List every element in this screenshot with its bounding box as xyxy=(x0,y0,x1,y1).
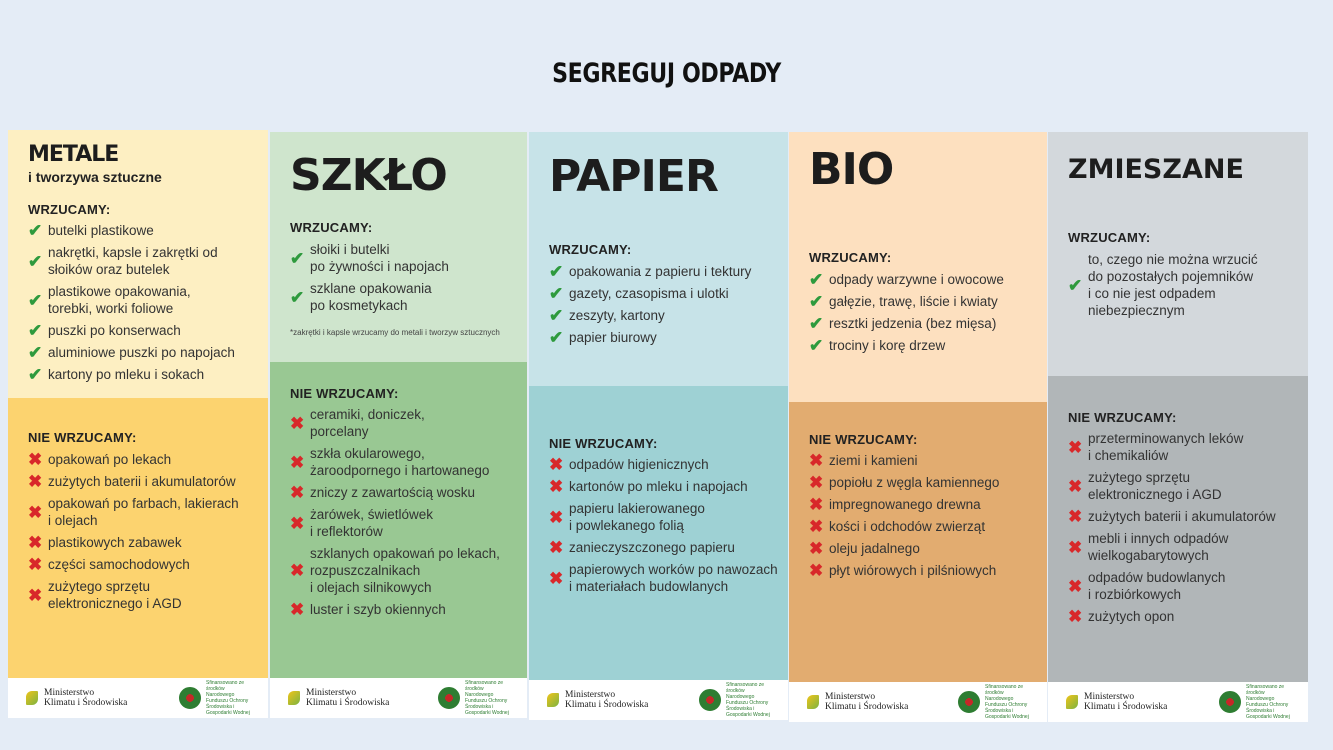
item-text: popiołu z węgla kamiennego xyxy=(829,475,1000,490)
checkmark-icon: ✔ xyxy=(28,221,43,240)
cross-icon: ✖ xyxy=(290,483,305,502)
accepted-item xyxy=(28,222,260,239)
accepted-header: WRZUCAMY: xyxy=(1068,230,1151,245)
rejected-item xyxy=(1068,469,1300,503)
rejected-item xyxy=(290,506,519,540)
rejected-item xyxy=(290,545,519,596)
rejected-section xyxy=(529,386,788,680)
item-text: resztki jedzenia (bez mięsa) xyxy=(829,316,997,331)
cross-icon: ✖ xyxy=(1068,576,1083,596)
item-text: papier biurowy xyxy=(569,330,657,345)
fund-logo xyxy=(699,682,772,718)
item-text: zużytego sprzętu elektronicznego i AGD xyxy=(1088,470,1222,502)
accepted-item xyxy=(549,307,780,324)
item-text: ziemi i kamieni xyxy=(829,453,918,468)
bin-title: SZKŁO xyxy=(290,150,447,201)
footer xyxy=(529,680,788,720)
accepted-item xyxy=(809,315,1039,332)
ministry-line2: Klimatu i Środowiska xyxy=(825,702,909,712)
item-text: szklane opakowania po kosmetykach xyxy=(310,281,432,313)
accepted-item xyxy=(549,329,780,346)
bin-title: BIO xyxy=(809,144,894,195)
nfosigw-emblem-icon xyxy=(1219,691,1241,713)
item-text: papieru lakierowanego i powlekanego folią xyxy=(569,501,705,533)
rejected-item xyxy=(549,561,780,595)
cross-icon: ✖ xyxy=(1068,607,1083,626)
cross-icon: ✖ xyxy=(809,561,824,580)
leaf-icon xyxy=(288,691,300,705)
item-text: trociny i korę drzew xyxy=(829,338,946,353)
rejected-item xyxy=(28,578,260,612)
rejected-item xyxy=(549,500,780,534)
accepted-item xyxy=(1068,251,1300,319)
item-text: zeszyty, kartony xyxy=(569,308,665,323)
rejected-list xyxy=(809,452,1039,579)
ministry-line2: Klimatu i Środowiska xyxy=(1084,702,1168,712)
rejected-item xyxy=(549,539,780,556)
bin-title: METALE xyxy=(28,142,119,167)
column-metale xyxy=(8,130,268,718)
item-text: mebli i innych odpadów wielkogabarytowych xyxy=(1088,531,1229,563)
accepted-section xyxy=(8,130,268,398)
cross-icon: ✖ xyxy=(290,513,305,533)
checkmark-icon: ✔ xyxy=(290,287,305,307)
accepted-item xyxy=(290,241,519,275)
rejected-item xyxy=(1068,430,1300,464)
item-text: szkła okularowego, żaroodpornego i hartowanego xyxy=(310,446,490,478)
rejected-item xyxy=(28,473,260,490)
cross-icon: ✖ xyxy=(290,452,305,472)
item-text: zużytych baterii i akumulatorów xyxy=(48,474,236,489)
fund-logo xyxy=(438,680,511,716)
cross-icon: ✖ xyxy=(549,455,564,474)
accepted-item xyxy=(809,271,1039,288)
ministry-line1: Ministerstwo xyxy=(306,688,357,698)
accepted-section xyxy=(1048,132,1308,376)
item-text: odpadów budowlanych i rozbiórkowych xyxy=(1088,570,1226,602)
item-text: to, czego nie można wrzucić do pozostałych pojemników i co nie jest odpadem niebezpiecznym xyxy=(1088,252,1258,318)
footnote: *zakrętki i kapsle wrzucamy do metali i tworzyw sztucznych xyxy=(290,328,500,337)
item-text: ceramiki, doniczek, porcelany xyxy=(310,407,425,439)
accepted-header: WRZUCAMY: xyxy=(290,220,373,235)
rejected-item xyxy=(809,562,1039,579)
cross-icon: ✖ xyxy=(809,517,824,536)
accepted-section xyxy=(270,132,527,362)
rejected-item xyxy=(28,451,260,468)
rejected-section xyxy=(8,398,268,678)
rejected-item xyxy=(290,601,519,618)
item-text: gałęzie, trawę, liście i kwiaty xyxy=(829,294,998,309)
rejected-item xyxy=(290,445,519,479)
ministry-logo xyxy=(26,688,127,708)
rejected-item xyxy=(809,452,1039,469)
fund-logo xyxy=(958,684,1031,720)
fund-logo xyxy=(1219,684,1292,720)
item-text: kości i odchodów zwierząt xyxy=(829,519,986,534)
cross-icon: ✖ xyxy=(809,473,824,492)
checkmark-icon: ✔ xyxy=(549,306,564,325)
rejected-list xyxy=(549,456,780,595)
cross-icon: ✖ xyxy=(1068,537,1083,557)
ministry-line2: Klimatu i Środowiska xyxy=(565,700,649,710)
cross-icon: ✖ xyxy=(1068,507,1083,526)
accepted-item xyxy=(809,337,1039,354)
accepted-item xyxy=(549,263,780,280)
checkmark-icon: ✔ xyxy=(1068,275,1083,295)
fund-text: Sfinansowano ze środków Narodowego Funduszu Ochrony Środowiska i Gospodarki Wodnej xyxy=(726,682,770,718)
accepted-list xyxy=(28,222,260,383)
checkmark-icon: ✔ xyxy=(28,290,43,310)
ministry-line2: Klimatu i Środowiska xyxy=(306,698,390,708)
accepted-list xyxy=(809,271,1039,354)
accepted-item xyxy=(28,344,260,361)
rejected-item xyxy=(1068,530,1300,564)
checkmark-icon: ✔ xyxy=(809,270,824,289)
accepted-section xyxy=(529,132,788,386)
cross-icon: ✖ xyxy=(549,477,564,496)
bin-subtitle: i tworzywa sztuczne xyxy=(28,169,162,185)
item-text: części samochodowych xyxy=(48,557,190,572)
accepted-list xyxy=(1068,251,1300,319)
accepted-item xyxy=(28,322,260,339)
cross-icon: ✖ xyxy=(1068,476,1083,496)
cross-icon: ✖ xyxy=(290,600,305,619)
item-text: kartony po mleku i sokach xyxy=(48,367,205,382)
item-text: opakowania z papieru i tektury xyxy=(569,264,752,279)
accepted-section xyxy=(789,132,1047,402)
cross-icon: ✖ xyxy=(28,533,43,552)
checkmark-icon: ✔ xyxy=(28,365,43,384)
rejected-item xyxy=(28,556,260,573)
item-text: puszki po konserwach xyxy=(48,323,181,338)
cross-icon: ✖ xyxy=(28,585,43,605)
accepted-item xyxy=(290,280,519,314)
ministry-logo xyxy=(1066,692,1167,712)
item-text: przeterminowanych leków i chemikaliów xyxy=(1088,431,1244,463)
accepted-item xyxy=(28,283,260,317)
checkmark-icon: ✔ xyxy=(28,343,43,362)
item-text: nakrętki, kapsle i zakrętki od słoików oraz butelek xyxy=(48,245,218,277)
cross-icon: ✖ xyxy=(809,451,824,470)
item-text: opakowań po farbach, lakierach i olejach xyxy=(48,496,239,528)
accepted-header: WRZUCAMY: xyxy=(809,250,892,265)
accepted-item xyxy=(28,366,260,383)
footer xyxy=(1048,682,1308,722)
item-text: opakowań po lekach xyxy=(48,452,172,467)
checkmark-icon: ✔ xyxy=(809,314,824,333)
item-text: kartonów po mleku i napojach xyxy=(569,479,748,494)
rejected-list xyxy=(290,406,519,618)
item-text: plastikowych zabawek xyxy=(48,535,182,550)
item-text: aluminiowe puszki po napojach xyxy=(48,345,235,360)
cross-icon: ✖ xyxy=(1068,437,1083,457)
ministry-line1: Ministerstwo xyxy=(1084,692,1135,702)
item-text: żarówek, świetlówek i reflektorów xyxy=(310,507,434,539)
rejected-item xyxy=(809,540,1039,557)
cross-icon: ✖ xyxy=(809,495,824,514)
cross-icon: ✖ xyxy=(28,472,43,491)
bin-title: ZMIESZANE xyxy=(1068,154,1244,185)
rejected-header: NIE WRZUCAMY: xyxy=(549,436,658,451)
rejected-item xyxy=(290,406,519,440)
rejected-item xyxy=(1068,608,1300,625)
checkmark-icon: ✔ xyxy=(28,321,43,340)
fund-text: Sfinansowano ze środków Narodowego Funduszu Ochrony Środowiska i Gospodarki Wodnej xyxy=(206,680,250,716)
item-text: impregnowanego drewna xyxy=(829,497,981,512)
accepted-list xyxy=(549,263,780,346)
cross-icon: ✖ xyxy=(549,507,564,527)
ministry-logo xyxy=(807,692,908,712)
fund-text: Sfinansowano ze środków Narodowego Funduszu Ochrony Środowiska i Gospodarki Wodnej xyxy=(1246,684,1290,720)
cross-icon: ✖ xyxy=(28,502,43,522)
bin-title: PAPIER xyxy=(549,151,718,202)
rejected-header: NIE WRZUCAMY: xyxy=(1068,410,1177,425)
item-text: słoiki i butelki po żywności i napojach xyxy=(310,242,449,274)
rejected-item xyxy=(549,478,780,495)
checkmark-icon: ✔ xyxy=(549,284,564,303)
item-text: zniczy z zawartością wosku xyxy=(310,485,476,500)
fund-text: Sfinansowano ze środków Narodowego Funduszu Ochrony Środowiska i Gospodarki Wodnej xyxy=(985,684,1029,720)
item-text: papierowych worków po nawozach i materiałach budowlanych xyxy=(569,562,778,594)
accepted-header: WRZUCAMY: xyxy=(549,242,632,257)
item-text: zużytych opon xyxy=(1088,609,1175,624)
item-text: płyt wiórowych i pilśniowych xyxy=(829,563,997,578)
rejected-header: NIE WRZUCAMY: xyxy=(28,430,137,445)
nfosigw-emblem-icon xyxy=(958,691,980,713)
leaf-icon xyxy=(807,695,819,709)
item-text: luster i szyb okiennych xyxy=(310,602,446,617)
rejected-list xyxy=(1068,430,1300,625)
cross-icon: ✖ xyxy=(290,561,305,580)
cross-icon: ✖ xyxy=(290,413,305,433)
rejected-header: NIE WRZUCAMY: xyxy=(809,432,918,447)
cross-icon: ✖ xyxy=(28,555,43,574)
accepted-item xyxy=(549,285,780,302)
rejected-section xyxy=(1048,376,1308,682)
ministry-line1: Ministerstwo xyxy=(825,692,876,702)
checkmark-icon: ✔ xyxy=(28,251,43,271)
item-text: plastikowe opakowania, torebki, worki foliowe xyxy=(48,284,191,316)
rejected-item xyxy=(1068,569,1300,603)
column-bio xyxy=(789,132,1047,722)
nfosigw-emblem-icon xyxy=(438,687,460,709)
item-text: odpadów higienicznych xyxy=(569,457,709,472)
rejected-item xyxy=(809,496,1039,513)
leaf-icon xyxy=(1066,695,1078,709)
item-text: odpady warzywne i owocowe xyxy=(829,272,1004,287)
item-text: zużytego sprzętu elektronicznego i AGD xyxy=(48,579,182,611)
item-text: gazety, czasopisma i ulotki xyxy=(569,286,729,301)
checkmark-icon: ✔ xyxy=(549,262,564,281)
rejected-section xyxy=(789,402,1047,682)
ministry-line2: Klimatu i Środowiska xyxy=(44,698,128,708)
cross-icon: ✖ xyxy=(549,568,564,588)
footer xyxy=(8,678,268,718)
ministry-logo xyxy=(288,688,389,708)
rejected-item xyxy=(809,474,1039,491)
rejected-item xyxy=(809,518,1039,535)
accepted-item xyxy=(28,244,260,278)
footer xyxy=(789,682,1047,722)
column-szklo xyxy=(270,132,527,718)
ministry-logo xyxy=(547,690,648,710)
ministry-line1: Ministerstwo xyxy=(44,688,95,698)
fund-logo xyxy=(179,680,252,716)
checkmark-icon: ✔ xyxy=(809,292,824,311)
accepted-header: WRZUCAMY: xyxy=(28,202,111,217)
item-text: oleju jadalnego xyxy=(829,541,920,556)
leaf-icon xyxy=(26,691,38,705)
ministry-line1: Ministerstwo xyxy=(565,690,616,700)
rejected-item xyxy=(549,456,780,473)
accepted-list xyxy=(290,241,519,314)
item-text: butelki plastikowe xyxy=(48,223,154,238)
column-papier xyxy=(529,132,788,720)
rejected-item xyxy=(290,484,519,501)
item-text: zanieczyszczonego papieru xyxy=(569,540,735,555)
checkmark-icon: ✔ xyxy=(809,336,824,355)
column-zmieszane xyxy=(1048,132,1308,722)
item-text: zużytych baterii i akumulatorów xyxy=(1088,509,1276,524)
rejected-list xyxy=(28,451,260,612)
page-title: SEGREGUJ ODPADY xyxy=(552,58,781,89)
rejected-item xyxy=(1068,508,1300,525)
footer xyxy=(270,678,527,718)
nfosigw-emblem-icon xyxy=(699,689,721,711)
rejected-header: NIE WRZUCAMY: xyxy=(290,386,399,401)
rejected-item xyxy=(28,534,260,551)
cross-icon: ✖ xyxy=(809,539,824,558)
nfosigw-emblem-icon xyxy=(179,687,201,709)
checkmark-icon: ✔ xyxy=(549,328,564,347)
cross-icon: ✖ xyxy=(28,450,43,469)
fund-text: Sfinansowano ze środków Narodowego Funduszu Ochrony Środowiska i Gospodarki Wodnej xyxy=(465,680,509,716)
cross-icon: ✖ xyxy=(549,538,564,557)
leaf-icon xyxy=(547,693,559,707)
item-text: szklanych opakowań po lekach, rozpuszczalnikach i olejach silnikowych xyxy=(310,546,500,595)
rejected-item xyxy=(28,495,260,529)
accepted-item xyxy=(809,293,1039,310)
checkmark-icon: ✔ xyxy=(290,248,305,268)
rejected-section xyxy=(270,362,527,678)
